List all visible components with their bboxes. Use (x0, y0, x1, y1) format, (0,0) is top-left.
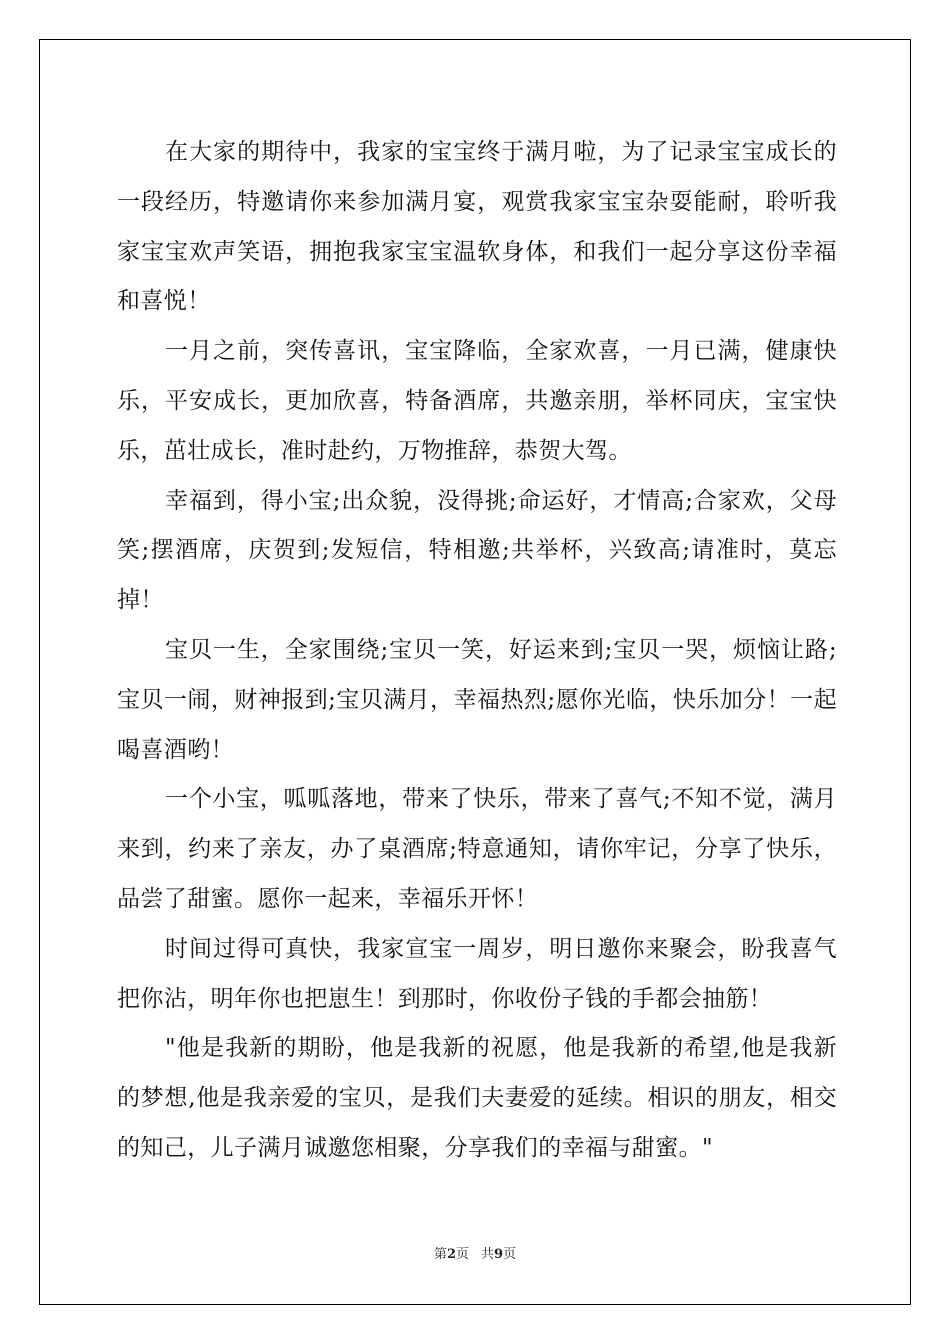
paragraph-3: 幸福到，得小宝;出众貌，没得挑;命运好，才情高;合家欢，父母笑;摆酒席，庆贺到;发短信，特相邀;共举杯，兴致高;请准时，莫忘掉！ (117, 487, 837, 614)
paragraph-7: "他是我新的期盼，他是我新的祝愿，他是我新的希望,他是我新的梦想,他是我亲爱的宝贝，是我们夫妻爱的延续。相识的朋友，相交的知己，儿子满月诚邀您相聚，分享我们的幸福与甜蜜。" (117, 1035, 837, 1161)
page-prefix: 第 (433, 1247, 447, 1262)
total-pages: 9 (494, 1247, 504, 1262)
paragraph-5: 一个小宝，呱呱落地，带来了快乐，带来了喜气;不知不觉，满月来到，约来了亲友，办了桌酒席;特意通知，请你牢记，分享了快乐，品尝了甜蜜。愿你一起来，幸福乐开怀！ (117, 786, 837, 912)
page-suffix: 页 (455, 1247, 469, 1262)
total-prefix: 共 (481, 1247, 495, 1262)
paragraph-4: 宝贝一生，全家围绕;宝贝一笑，好运来到;宝贝一哭，烦恼让路;宝贝一闹，财神报到;宝贝满月，幸福热烈;愿你光临，快乐加分！一起喝喜酒哟！ (117, 636, 837, 763)
total-suffix: 页 (503, 1247, 517, 1262)
document-body (117, 128, 837, 1174)
paragraph-2: 一月之前，突传喜讯，宝宝降临，全家欢喜，一月已满，健康快乐，平安成长，更加欣喜，特备酒席，共邀亲朋，举杯同庆，宝宝快乐，茁壮成长，准时赴约，万物推辞，恭贺大驾。 (117, 338, 837, 464)
paragraph-1: 在大家的期待中，我家的宝宝终于满月啦，为了记录宝宝成长的一段经历，特邀请你来参加满月宴，观赏我家宝宝杂耍能耐，聆听我家宝宝欢声笑语，拥抱我家宝宝温软身体，和我们一起分享这份幸福和喜悦！ (117, 139, 837, 315)
page-number: 2 (446, 1247, 456, 1262)
paragraph-6: 时间过得可真快，我家宣宝一周岁，明日邀你来聚会，盼我喜气把你沾，明年你也把崽生！到那时，你收份子钱的手都会抽筋！ (117, 935, 837, 1012)
page-footer (0, 1243, 950, 1262)
